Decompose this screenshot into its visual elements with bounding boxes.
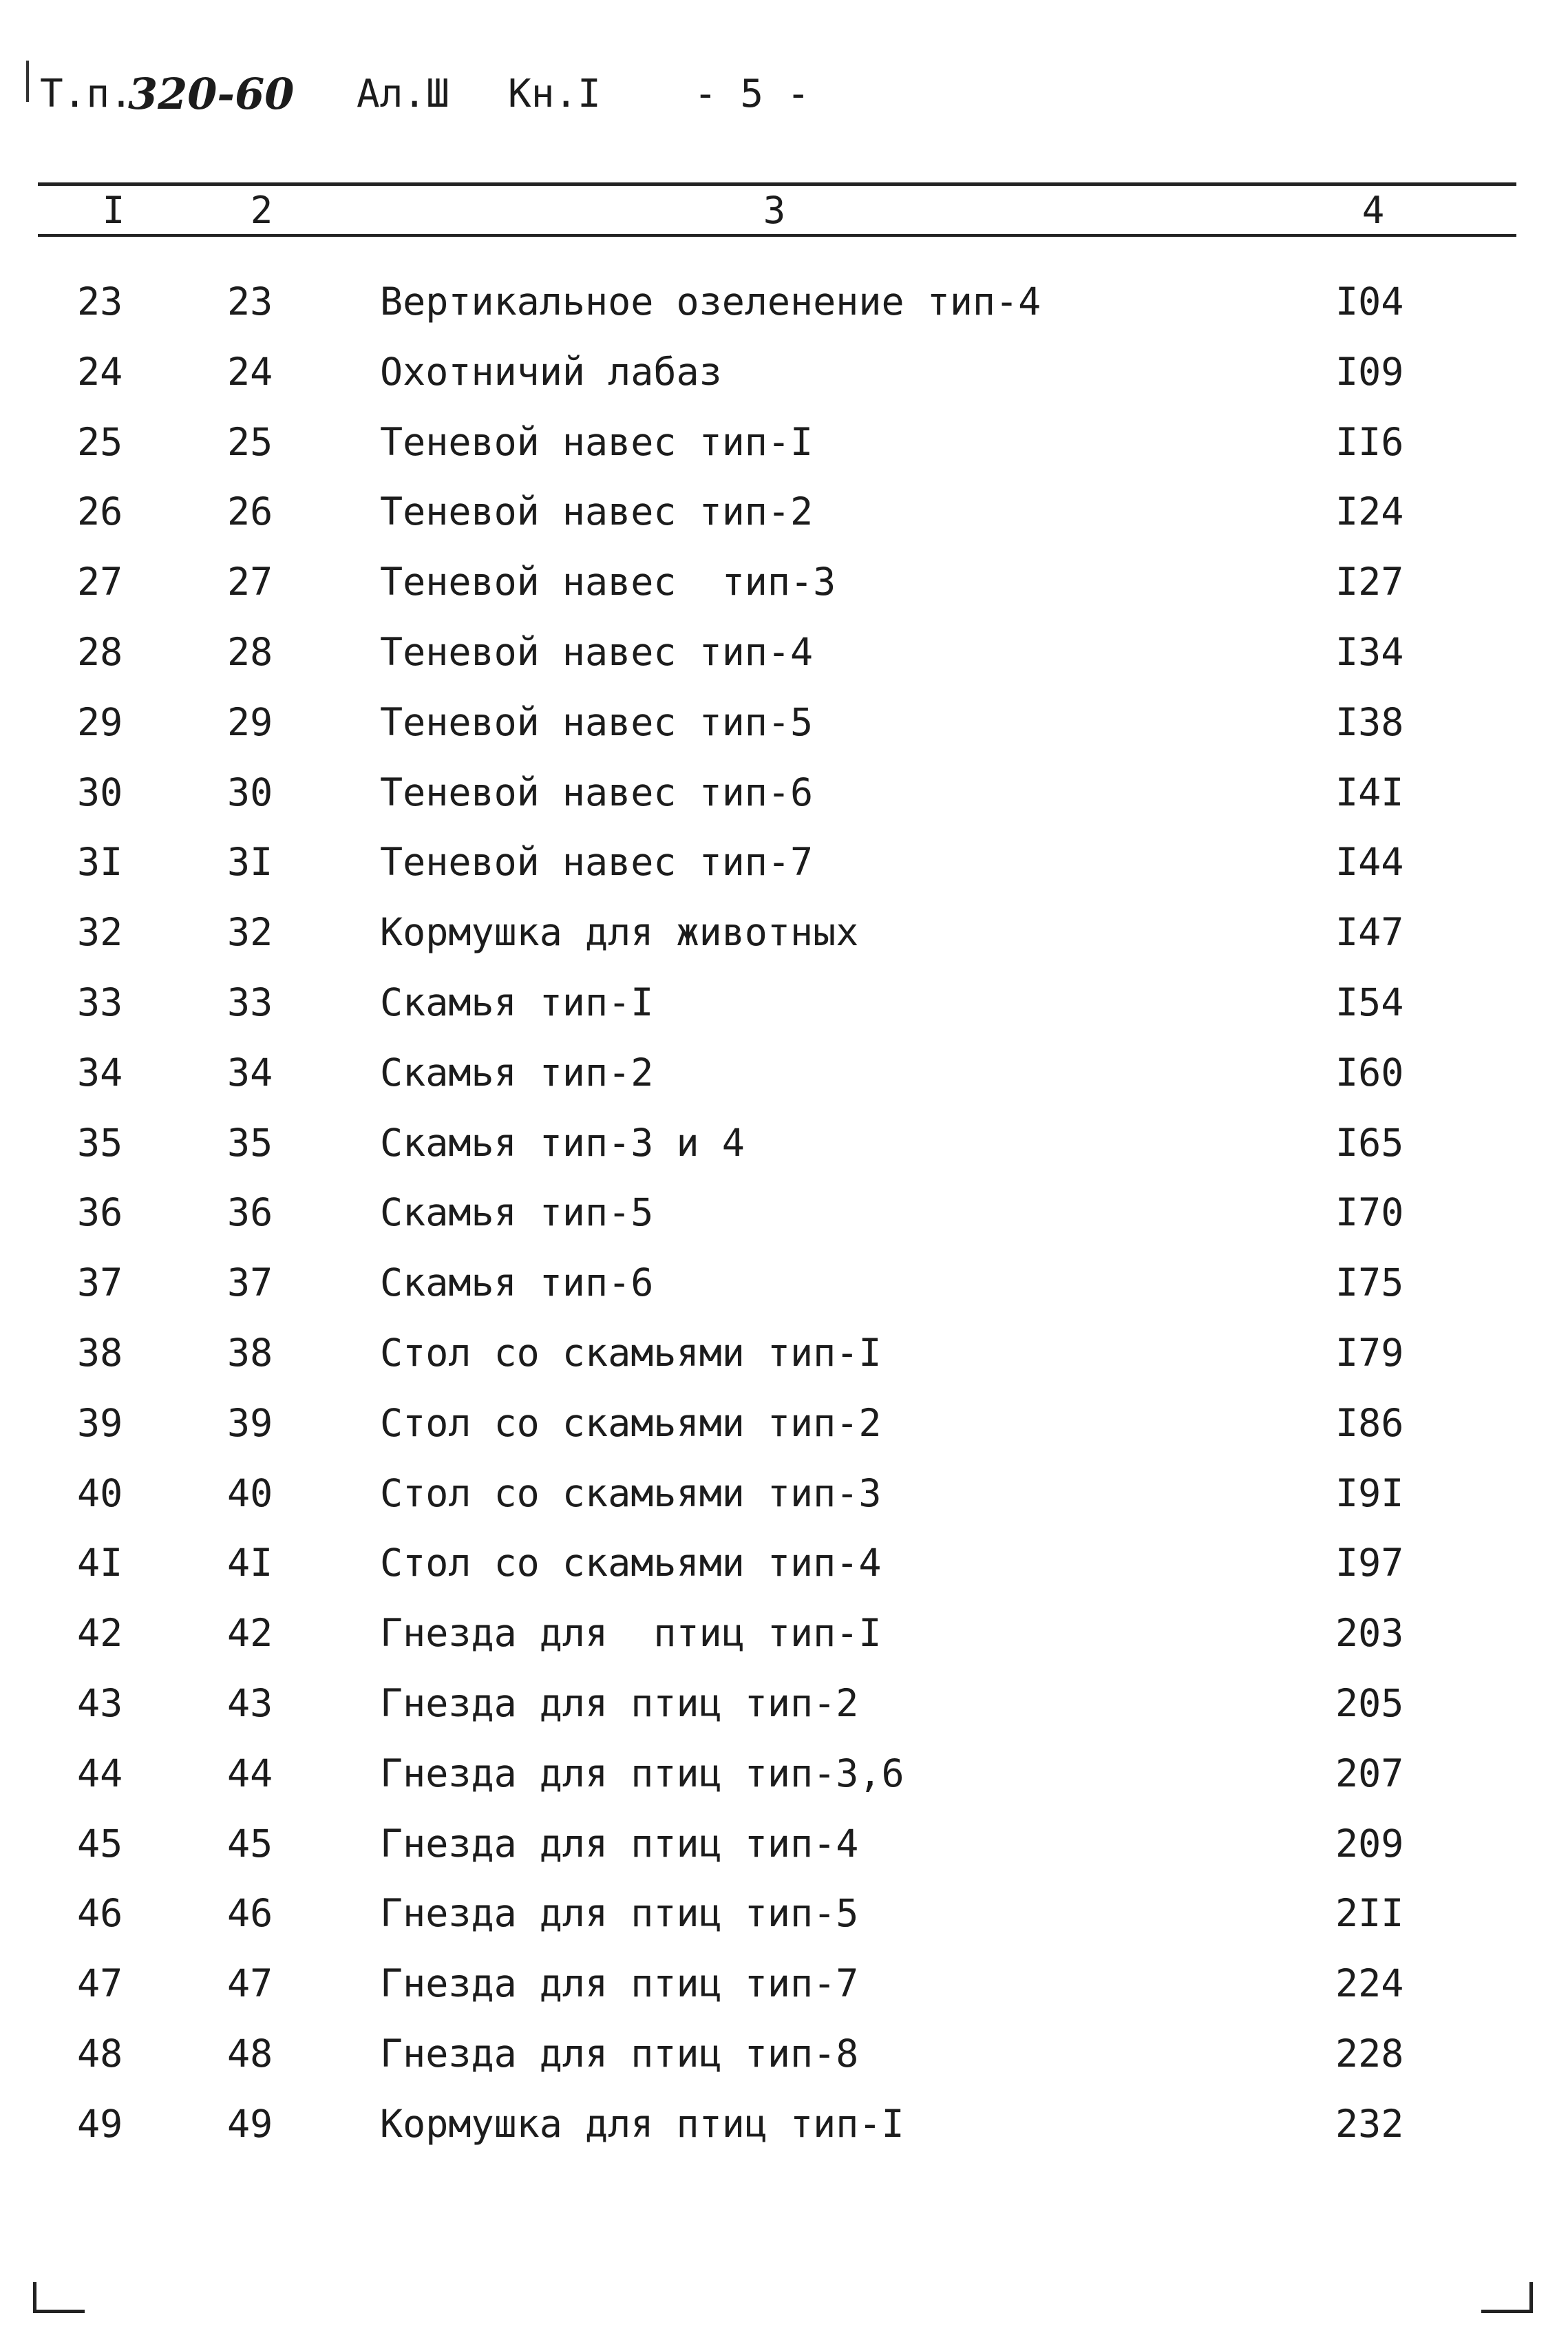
row-page: I27 [1335, 560, 1404, 604]
table-body [0, 267, 1568, 2160]
designation-number: 320-60 [128, 69, 295, 119]
row-name: Стол со скамьями тип-4 [380, 1541, 882, 1585]
row-name: Кормушка для птиц тип-I [380, 2101, 904, 2146]
row-name: Гнезда для птиц тип-8 [380, 2031, 859, 2076]
row-page: II6 [1335, 419, 1404, 464]
row-page: I79 [1335, 1330, 1404, 1375]
row-number: 48 [77, 2031, 123, 2076]
row-number: 29 [77, 699, 123, 744]
row-number: 26 [77, 489, 123, 534]
row-number: 44 [77, 1751, 123, 1795]
table-top-rule [38, 182, 1516, 186]
row-number: 32 [77, 910, 123, 955]
row-sheet: 45 [227, 1821, 273, 1866]
row-number: 39 [77, 1400, 123, 1445]
row-page: 232 [1335, 2101, 1404, 2146]
table-row [0, 1318, 1568, 1389]
row-name: Гнезда для птиц тип-3,6 [380, 1751, 904, 1795]
row-page: 224 [1335, 1961, 1404, 2006]
row-number: 23 [77, 279, 123, 324]
row-sheet: 34 [227, 1050, 273, 1095]
row-page: I75 [1335, 1261, 1404, 1305]
table-row [0, 1038, 1568, 1108]
table-row [0, 267, 1568, 337]
table-row [0, 2019, 1568, 2089]
designation-prefix: Т.п. [40, 72, 133, 116]
row-name: Теневой навес тип-6 [380, 770, 814, 814]
row-page: 228 [1335, 2031, 1404, 2076]
row-name: Стол со скамьями тип-2 [380, 1400, 882, 1445]
row-page: I04 [1335, 279, 1404, 324]
row-number: 30 [77, 770, 123, 814]
row-name: Вертикальное озеленение тип-4 [380, 279, 1041, 324]
row-number: 38 [77, 1330, 123, 1375]
column-header-2: 2 [250, 189, 273, 232]
table-row [0, 477, 1568, 547]
table-row [0, 688, 1568, 758]
row-sheet: 25 [227, 419, 273, 464]
row-page: 205 [1335, 1680, 1404, 1725]
row-number: 4I [77, 1541, 123, 1585]
row-sheet: 48 [227, 2031, 273, 2076]
row-number: 47 [77, 1961, 123, 2006]
row-sheet: 27 [227, 560, 273, 604]
row-name: Стол со скамьями тип-I [380, 1330, 882, 1375]
row-number: 40 [77, 1470, 123, 1515]
row-page: 2II [1335, 1891, 1404, 1936]
table-row [0, 1739, 1568, 1809]
row-number: 36 [77, 1190, 123, 1235]
row-name: Скамья тип-5 [380, 1190, 654, 1235]
table-row [0, 898, 1568, 968]
row-page: I65 [1335, 1120, 1404, 1165]
row-name: Гнезда для птиц тип-7 [380, 1961, 859, 2006]
row-number: 37 [77, 1261, 123, 1305]
table-row [0, 1528, 1568, 1599]
table-row [0, 968, 1568, 1038]
corner-mark-bottom-left [33, 2282, 85, 2313]
row-page: 209 [1335, 1821, 1404, 1866]
row-name: Гнезда для птиц тип-2 [380, 1680, 859, 1725]
row-sheet: 33 [227, 980, 273, 1024]
row-name: Гнезда для птиц тип-I [380, 1611, 882, 1656]
row-sheet: 43 [227, 1680, 273, 1725]
table-row [0, 1108, 1568, 1179]
row-sheet: 39 [227, 1400, 273, 1445]
row-page: 207 [1335, 1751, 1404, 1795]
row-number: 46 [77, 1891, 123, 1936]
row-sheet: 42 [227, 1611, 273, 1656]
row-sheet: 49 [227, 2101, 273, 2146]
row-sheet: 23 [227, 279, 273, 324]
row-sheet: 46 [227, 1891, 273, 1936]
row-number: 42 [77, 1611, 123, 1656]
row-sheet: 47 [227, 1961, 273, 2006]
table-row [0, 1949, 1568, 2019]
row-sheet: 30 [227, 770, 273, 814]
row-number: 27 [77, 560, 123, 604]
row-number: 45 [77, 1821, 123, 1866]
row-sheet: 44 [227, 1751, 273, 1795]
book-label: Кн.I [508, 72, 601, 116]
table-row [0, 1459, 1568, 1529]
row-name: Охотничий лабаз [380, 349, 722, 394]
row-page: I54 [1335, 980, 1404, 1024]
row-number: 49 [77, 2101, 123, 2146]
page-number: - 5 - [694, 72, 810, 116]
column-header-4: 4 [1362, 189, 1385, 232]
row-number: 33 [77, 980, 123, 1024]
table-row [0, 618, 1568, 688]
table-row [0, 1599, 1568, 1669]
row-sheet: 38 [227, 1330, 273, 1375]
row-name: Теневой навес тип-7 [380, 840, 814, 885]
row-sheet: 3I [227, 840, 273, 885]
row-sheet: 4I [227, 1541, 273, 1585]
row-sheet: 32 [227, 910, 273, 955]
row-name: Скамья тип-6 [380, 1261, 654, 1305]
row-name: Теневой навес тип-4 [380, 629, 814, 674]
table-row [0, 337, 1568, 408]
row-name: Гнезда для птиц тип-4 [380, 1821, 859, 1866]
row-sheet: 28 [227, 629, 273, 674]
row-name: Теневой навес тип-3 [380, 560, 836, 604]
row-number: 28 [77, 629, 123, 674]
row-page: I44 [1335, 840, 1404, 885]
row-page: I86 [1335, 1400, 1404, 1445]
table-row [0, 1389, 1568, 1459]
row-page: I47 [1335, 910, 1404, 955]
row-sheet: 40 [227, 1470, 273, 1515]
table-row [0, 758, 1568, 828]
row-page: 203 [1335, 1611, 1404, 1656]
row-number: 34 [77, 1050, 123, 1095]
row-sheet: 29 [227, 699, 273, 744]
table-row [0, 1669, 1568, 1739]
row-name: Скамья тип-3 и 4 [380, 1120, 745, 1165]
row-sheet: 26 [227, 489, 273, 534]
row-name: Кормушка для животных [380, 910, 859, 955]
row-number: 25 [77, 419, 123, 464]
row-number: 35 [77, 1120, 123, 1165]
table-row [0, 2089, 1568, 2160]
row-name: Теневой навес тип-I [380, 419, 814, 464]
corner-mark-bottom-right [1481, 2282, 1533, 2313]
row-page: I38 [1335, 699, 1404, 744]
row-name: Гнезда для птиц тип-5 [380, 1891, 859, 1936]
row-page: I4I [1335, 770, 1404, 814]
corner-mark-top-left [26, 61, 29, 102]
table-row [0, 1879, 1568, 1949]
table-row [0, 408, 1568, 478]
row-page: I9I [1335, 1470, 1404, 1515]
table-row [0, 547, 1568, 618]
row-number: 3I [77, 840, 123, 885]
row-sheet: 37 [227, 1261, 273, 1305]
table-row [0, 1178, 1568, 1248]
column-header-1: I [102, 189, 125, 232]
row-page: I60 [1335, 1050, 1404, 1095]
table-row [0, 827, 1568, 898]
row-name: Скамья тип-2 [380, 1050, 654, 1095]
row-name: Стол со скамьями тип-3 [380, 1470, 882, 1515]
table-header-rule [38, 234, 1516, 237]
row-name: Скамья тип-I [380, 980, 654, 1024]
row-page: I34 [1335, 629, 1404, 674]
table-row [0, 1248, 1568, 1318]
row-page: I09 [1335, 349, 1404, 394]
row-page: I70 [1335, 1190, 1404, 1235]
row-number: 43 [77, 1680, 123, 1725]
column-header-3: 3 [763, 189, 786, 232]
row-page: I97 [1335, 1541, 1404, 1585]
row-sheet: 24 [227, 349, 273, 394]
row-name: Теневой навес тип-2 [380, 489, 814, 534]
row-number: 24 [77, 349, 123, 394]
album-label: Ал.Ш [357, 72, 449, 116]
row-name: Теневой навес тип-5 [380, 699, 814, 744]
row-page: I24 [1335, 489, 1404, 534]
row-sheet: 36 [227, 1190, 273, 1235]
row-sheet: 35 [227, 1120, 273, 1165]
table-row [0, 1809, 1568, 1879]
